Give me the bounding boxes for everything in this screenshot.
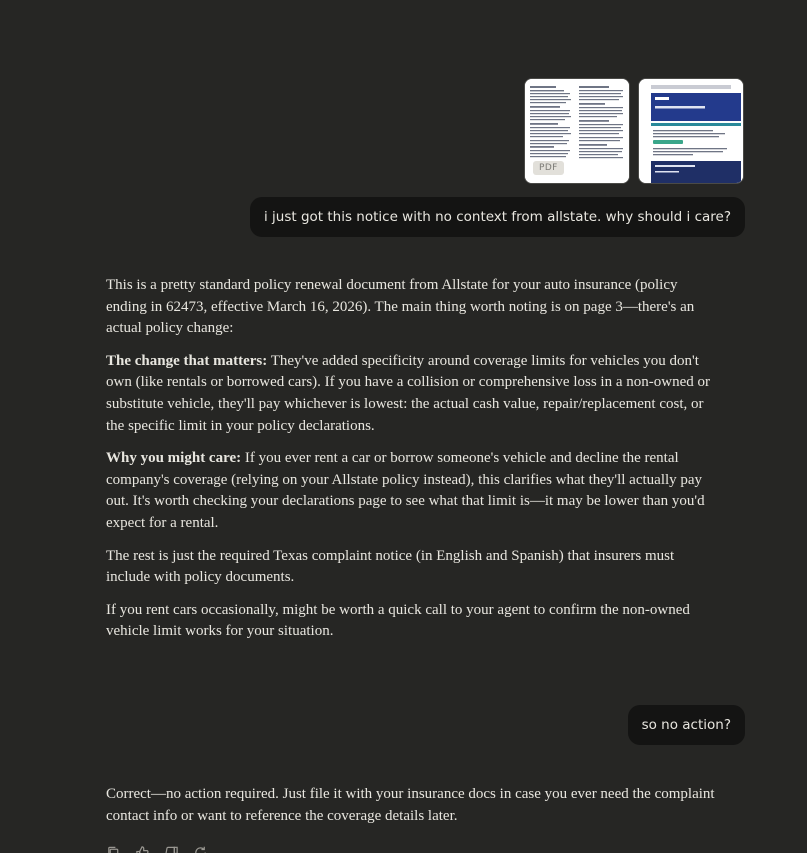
response-paragraph: Correct—no action required. Just file it with your insurance docs in case you ever need the complaint contact info or want to reference the coverage details later. (106, 786, 715, 824)
paragraph-text: If you ever rent a car or borrow someone's vehicle and decline the rental company's coverage (relying on your Allstate policy instead), this clarifies what they'll actually pay out. It's worth checking your declarations page to see what that limit is—it may be lower than you'd expect for a rental. (106, 450, 705, 531)
message-actions (106, 845, 208, 853)
response-paragraph: This is a pretty standard policy renewal document from Allstate for your auto insurance (policy ending in 62473, effective March 16, 2026). The main thing worth noting is on page 3—there's an actual policy change: (106, 277, 695, 337)
thumbs-up-icon[interactable] (135, 845, 150, 853)
response-paragraph: If you rent cars occasionally, might be worth a quick call to your agent to confirm the non-owned vehicle limit works for your situation. (106, 601, 690, 640)
user-message: i just got this notice with no context from allstate. why should i care? (250, 197, 745, 237)
bold-label: The change that matters: (106, 352, 268, 369)
bold-label: Why you might care: (106, 450, 242, 467)
pdf-badge: PDF (533, 161, 564, 175)
retry-icon[interactable] (193, 845, 208, 853)
assistant-message (106, 275, 718, 654)
response-paragraph: The rest is just the required Texas complaint notice (in English and Spanish) that insurers must include with policy documents. (106, 547, 675, 586)
response-paragraph (106, 351, 718, 437)
thumbs-down-icon[interactable] (164, 845, 179, 853)
notice-page-preview (639, 79, 743, 183)
attachment-image-thumbnail[interactable] (638, 78, 744, 184)
copy-icon[interactable] (106, 845, 121, 853)
assistant-message (106, 784, 718, 838)
user-message: so no action? (628, 705, 745, 745)
response-paragraph (106, 448, 718, 534)
attachment-pdf-thumbnail[interactable] (524, 78, 630, 184)
paragraph-text: They've added specificity around coverage limits for vehicles you don't own (like rentals or borrowed cars). If you have a collision or comprehensive loss in a non-owned or substitute vehicle, they'll pay whichever is lowest: the actual cash value, repair/replacement cost, or the specific limit in your policy declarations. (106, 352, 710, 434)
attachments-row (524, 78, 744, 184)
